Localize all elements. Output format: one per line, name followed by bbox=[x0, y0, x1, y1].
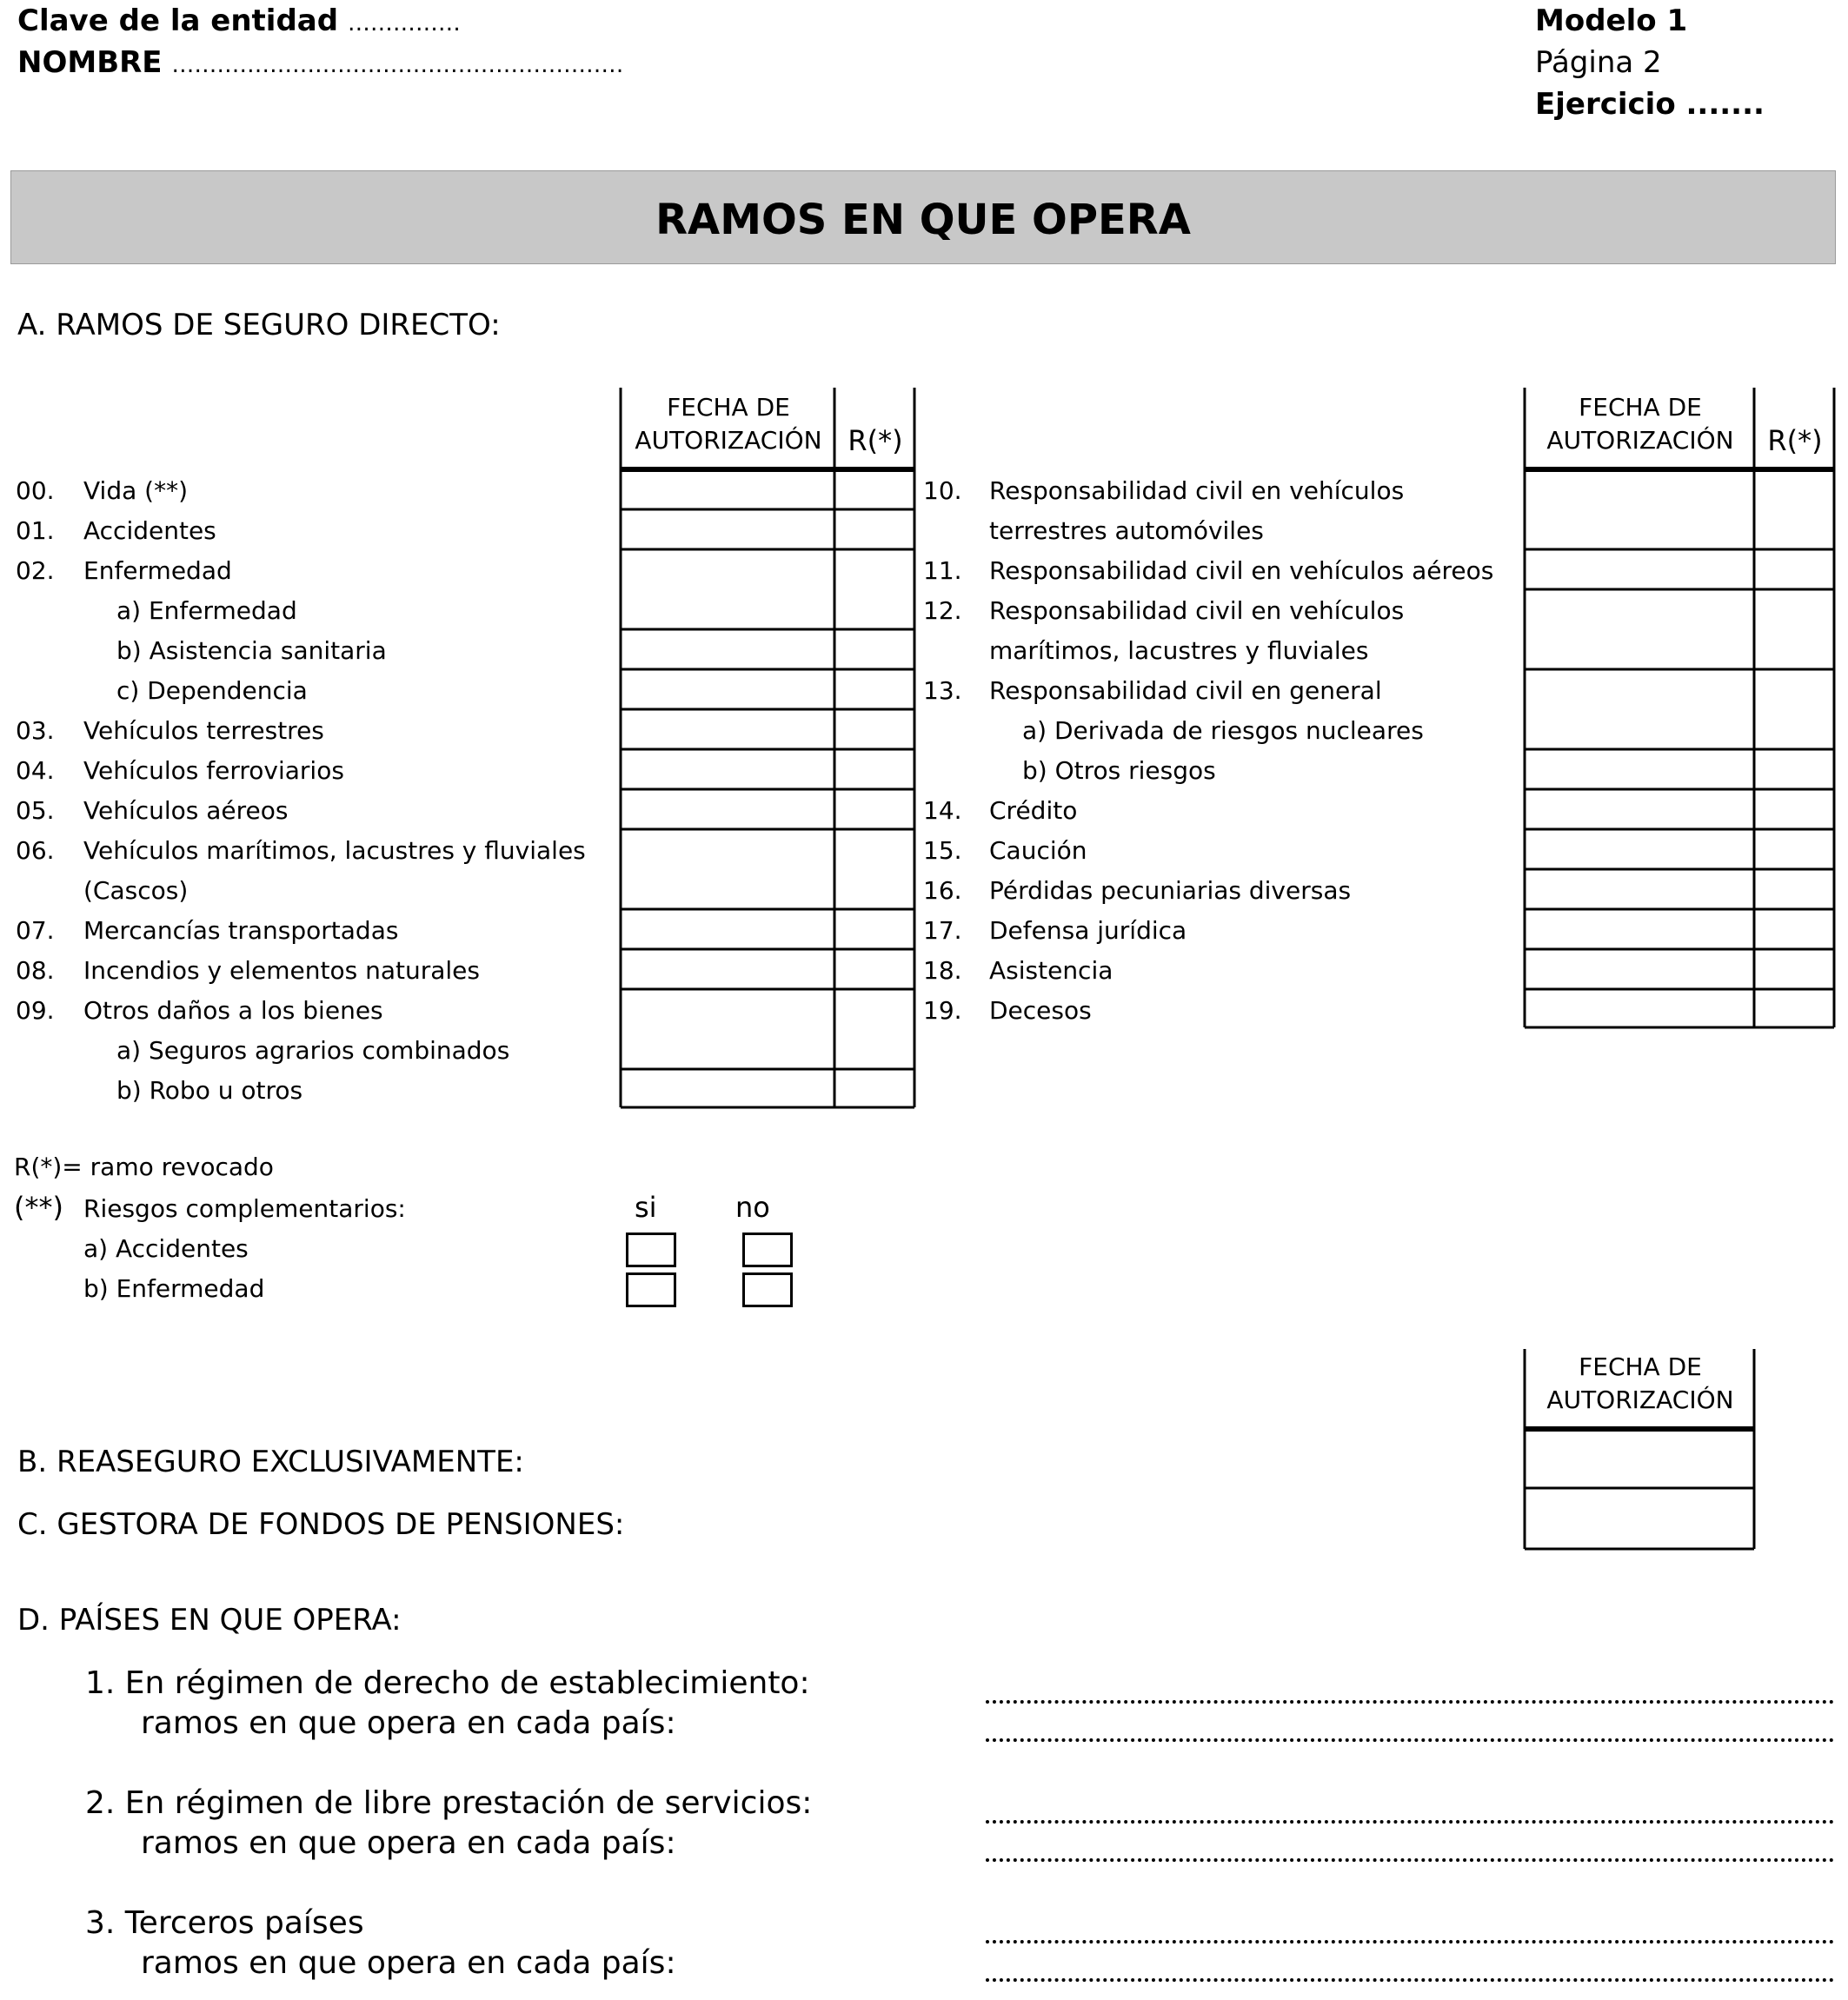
section-d-heading: D. PAÍSES EN QUE OPERA: bbox=[17, 1603, 402, 1638]
right-item-label: a) Derivada de riesgos nucleares bbox=[1022, 716, 1424, 745]
left-fecha-cell[interactable] bbox=[622, 991, 833, 1067]
left-r-cell[interactable] bbox=[836, 511, 913, 548]
left-fecha-cell[interactable] bbox=[622, 711, 833, 748]
right-fecha-header-line2: AUTORIZACIÓN bbox=[1546, 426, 1734, 455]
right-item-number: 14. bbox=[923, 796, 962, 825]
left-item-label: a) Seguros agrarios combinados bbox=[116, 1036, 510, 1065]
d1-field-1[interactable] bbox=[986, 1700, 1834, 1704]
right-fecha-cell[interactable] bbox=[1526, 671, 1752, 748]
right-fecha-cell[interactable] bbox=[1526, 791, 1752, 827]
left-r-cell[interactable] bbox=[836, 751, 913, 787]
right-r-cell[interactable] bbox=[1756, 911, 1832, 947]
pagina-label: Página 2 bbox=[1535, 45, 1662, 80]
left-r-cell[interactable] bbox=[836, 471, 913, 508]
left-item-label: (Cascos) bbox=[83, 876, 189, 905]
right-fecha-header-line1: FECHA DE bbox=[1579, 393, 1702, 422]
left-item-label: a) Enfermedad bbox=[116, 596, 297, 625]
left-item-number: 02. bbox=[16, 556, 55, 585]
left-r-cell[interactable] bbox=[836, 991, 913, 1067]
right-item-label: Responsabilidad civil en vehículos aéreos bbox=[989, 556, 1494, 585]
bc-fecha-header-line2: AUTORIZACIÓN bbox=[1546, 1385, 1734, 1414]
left-item-label: Accidentes bbox=[83, 516, 216, 545]
no-label: no bbox=[735, 1191, 770, 1224]
right-fecha-cell[interactable] bbox=[1526, 751, 1752, 787]
right-item-number: 12. bbox=[923, 596, 962, 625]
d1-line2: ramos en que opera en cada país: bbox=[141, 1705, 676, 1741]
d2-field-1[interactable] bbox=[986, 1820, 1834, 1824]
left-r-cell[interactable] bbox=[836, 711, 913, 748]
d2-line1: 2. En régimen de libre prestación de servicios: bbox=[85, 1785, 813, 1821]
page-title: RAMOS EN QUE OPERA bbox=[655, 196, 1191, 244]
left-item-label: Incendios y elementos naturales bbox=[83, 956, 480, 985]
left-item-number: 01. bbox=[16, 516, 55, 545]
left-r-cell[interactable] bbox=[836, 671, 913, 708]
right-r-cell[interactable] bbox=[1756, 671, 1832, 748]
d1-line1: 1. En régimen de derecho de establecimiento: bbox=[85, 1665, 810, 1701]
ejercicio-field[interactable]: Ejercicio ....... bbox=[1535, 87, 1765, 122]
d2-field-2[interactable] bbox=[986, 1858, 1834, 1862]
left-r-header: R(*) bbox=[848, 424, 903, 457]
left-fecha-cell[interactable] bbox=[622, 751, 833, 787]
right-r-cell[interactable] bbox=[1756, 591, 1832, 668]
left-r-cell[interactable] bbox=[836, 551, 913, 628]
right-r-cell[interactable] bbox=[1756, 991, 1832, 1026]
right-item-label: Asistencia bbox=[989, 956, 1113, 985]
left-item-number: 08. bbox=[16, 956, 55, 985]
left-item-number: 03. bbox=[16, 716, 55, 745]
right-item-number: 11. bbox=[923, 556, 962, 585]
right-item-label: Responsabilidad civil en general bbox=[989, 676, 1382, 705]
left-r-cell[interactable] bbox=[836, 631, 913, 668]
right-r-cell[interactable] bbox=[1756, 831, 1832, 867]
bc-fecha-header bbox=[1526, 1351, 1754, 1417]
d1-field-2[interactable] bbox=[986, 1738, 1834, 1742]
d3-field-2[interactable] bbox=[986, 1978, 1834, 1982]
right-item-label: marítimos, lacustres y fluviales bbox=[989, 636, 1369, 665]
left-fecha-cell[interactable] bbox=[622, 831, 833, 907]
section-c-heading: C. GESTORA DE FONDOS DE PENSIONES: bbox=[17, 1507, 625, 1542]
left-fecha-cell[interactable] bbox=[622, 791, 833, 827]
right-fecha-cell[interactable] bbox=[1526, 831, 1752, 867]
left-item-label: Vehículos terrestres bbox=[83, 716, 324, 745]
gestora-fecha-cell[interactable] bbox=[1526, 1490, 1752, 1547]
nombre-field[interactable]: …………………………………………………… bbox=[171, 52, 624, 78]
left-fecha-cell[interactable] bbox=[622, 911, 833, 947]
d3-line2: ramos en que opera en cada país: bbox=[141, 1945, 676, 1981]
right-item-label: terrestres automóviles bbox=[989, 516, 1264, 545]
comp-a-label: a) Accidentes bbox=[83, 1234, 249, 1263]
left-fecha-cell[interactable] bbox=[622, 511, 833, 548]
right-item-number: 19. bbox=[923, 996, 962, 1025]
left-fecha-header-line1: FECHA DE bbox=[667, 393, 790, 422]
left-item-number: 06. bbox=[16, 836, 55, 865]
right-item-label: b) Otros riesgos bbox=[1022, 756, 1216, 785]
right-r-cell[interactable] bbox=[1756, 871, 1832, 907]
left-item-label: Otros daños a los bienes bbox=[83, 996, 383, 1025]
right-item-label: Caución bbox=[989, 836, 1087, 865]
footnote-r: R(*)= ramo revocado bbox=[14, 1153, 274, 1181]
d3-line1: 3. Terceros países bbox=[85, 1905, 364, 1941]
clave-entidad-field[interactable]: …………… bbox=[347, 10, 461, 37]
clave-entidad-label: Clave de la entidad bbox=[17, 3, 339, 38]
d3-field-1[interactable] bbox=[986, 1940, 1834, 1944]
right-item-label: Pérdidas pecuniarias diversas bbox=[989, 876, 1352, 905]
left-fecha-cell[interactable] bbox=[622, 671, 833, 708]
right-item-number: 13. bbox=[923, 676, 962, 705]
right-fecha-cell[interactable] bbox=[1526, 471, 1752, 548]
left-fecha-cell[interactable] bbox=[622, 551, 833, 628]
section-b-heading: B. REASEGURO EXCLUSIVAMENTE: bbox=[17, 1445, 524, 1479]
section-a-heading: A. RAMOS DE SEGURO DIRECTO: bbox=[17, 308, 501, 342]
right-item-label: Responsabilidad civil en vehículos bbox=[989, 476, 1405, 505]
left-item-label: Vida (**) bbox=[83, 476, 188, 505]
left-item-label: Vehículos marítimos, lacustres y fluviales bbox=[83, 836, 586, 865]
left-item-number: 07. bbox=[16, 916, 55, 945]
left-r-cell[interactable] bbox=[836, 951, 913, 987]
comp-a-no-checkbox[interactable] bbox=[742, 1233, 793, 1267]
right-r-cell[interactable] bbox=[1756, 951, 1832, 987]
left-fecha-cell[interactable] bbox=[622, 1071, 833, 1106]
left-item-label: Vehículos ferroviarios bbox=[83, 756, 344, 785]
right-item-number: 15. bbox=[923, 836, 962, 865]
right-fecha-cell[interactable] bbox=[1526, 951, 1752, 987]
left-item-number: 00. bbox=[16, 476, 55, 505]
d2-line2: ramos en que opera en cada país: bbox=[141, 1825, 676, 1861]
comp-b-no-checkbox[interactable] bbox=[742, 1272, 793, 1307]
footnote-mark: (**) bbox=[14, 1191, 63, 1224]
left-item-label: Mercancías transportadas bbox=[83, 916, 399, 945]
left-r-cell[interactable] bbox=[836, 831, 913, 907]
reaseguro-fecha-cell[interactable] bbox=[1526, 1432, 1752, 1486]
right-item-number: 18. bbox=[923, 956, 962, 985]
right-item-number: 16. bbox=[923, 876, 962, 905]
bc-fecha-header-line1: FECHA DE bbox=[1579, 1352, 1702, 1381]
left-r-cell[interactable] bbox=[836, 1071, 913, 1106]
right-fecha-cell[interactable] bbox=[1526, 991, 1752, 1026]
right-r-cell[interactable] bbox=[1756, 551, 1832, 588]
right-item-label: Decesos bbox=[989, 996, 1092, 1025]
right-item-number: 10. bbox=[923, 476, 962, 505]
complementarios-label: Riesgos complementarios: bbox=[83, 1194, 406, 1223]
left-fecha-header-line2: AUTORIZACIÓN bbox=[635, 426, 822, 455]
modelo-label: Modelo 1 bbox=[1535, 3, 1688, 38]
right-fecha-cell[interactable] bbox=[1526, 911, 1752, 947]
right-item-label: Defensa jurídica bbox=[989, 916, 1187, 945]
right-fecha-cell[interactable] bbox=[1526, 871, 1752, 907]
right-item-label: Responsabilidad civil en vehículos bbox=[989, 596, 1405, 625]
right-r-header: R(*) bbox=[1767, 424, 1823, 457]
left-item-number: 05. bbox=[16, 796, 55, 825]
left-item-number: 09. bbox=[16, 996, 55, 1025]
comp-a-si-checkbox[interactable] bbox=[626, 1233, 676, 1267]
left-fecha-cell[interactable] bbox=[622, 951, 833, 987]
right-item-label: Crédito bbox=[989, 796, 1078, 825]
comp-b-label: b) Enfermedad bbox=[83, 1274, 265, 1303]
right-fecha-cell[interactable] bbox=[1526, 551, 1752, 588]
right-item-number: 17. bbox=[923, 916, 962, 945]
left-item-label: b) Asistencia sanitaria bbox=[116, 636, 387, 665]
left-r-cell[interactable] bbox=[836, 911, 913, 947]
si-label: si bbox=[635, 1191, 657, 1224]
left-item-label: Vehículos aéreos bbox=[83, 796, 289, 825]
left-item-label: b) Robo u otros bbox=[116, 1076, 303, 1105]
right-r-cell[interactable] bbox=[1756, 791, 1832, 827]
left-fecha-cell[interactable] bbox=[622, 631, 833, 668]
left-fecha-cell[interactable] bbox=[622, 471, 833, 508]
right-r-cell[interactable] bbox=[1756, 471, 1832, 548]
left-item-label: c) Dependencia bbox=[116, 676, 308, 705]
comp-b-si-checkbox[interactable] bbox=[626, 1272, 676, 1307]
right-r-cell[interactable] bbox=[1756, 751, 1832, 787]
left-item-number: 04. bbox=[16, 756, 55, 785]
left-r-cell[interactable] bbox=[836, 791, 913, 827]
left-item-label: Enfermedad bbox=[83, 556, 232, 585]
right-fecha-cell[interactable] bbox=[1526, 591, 1752, 668]
nombre-label: NOMBRE bbox=[17, 45, 163, 80]
